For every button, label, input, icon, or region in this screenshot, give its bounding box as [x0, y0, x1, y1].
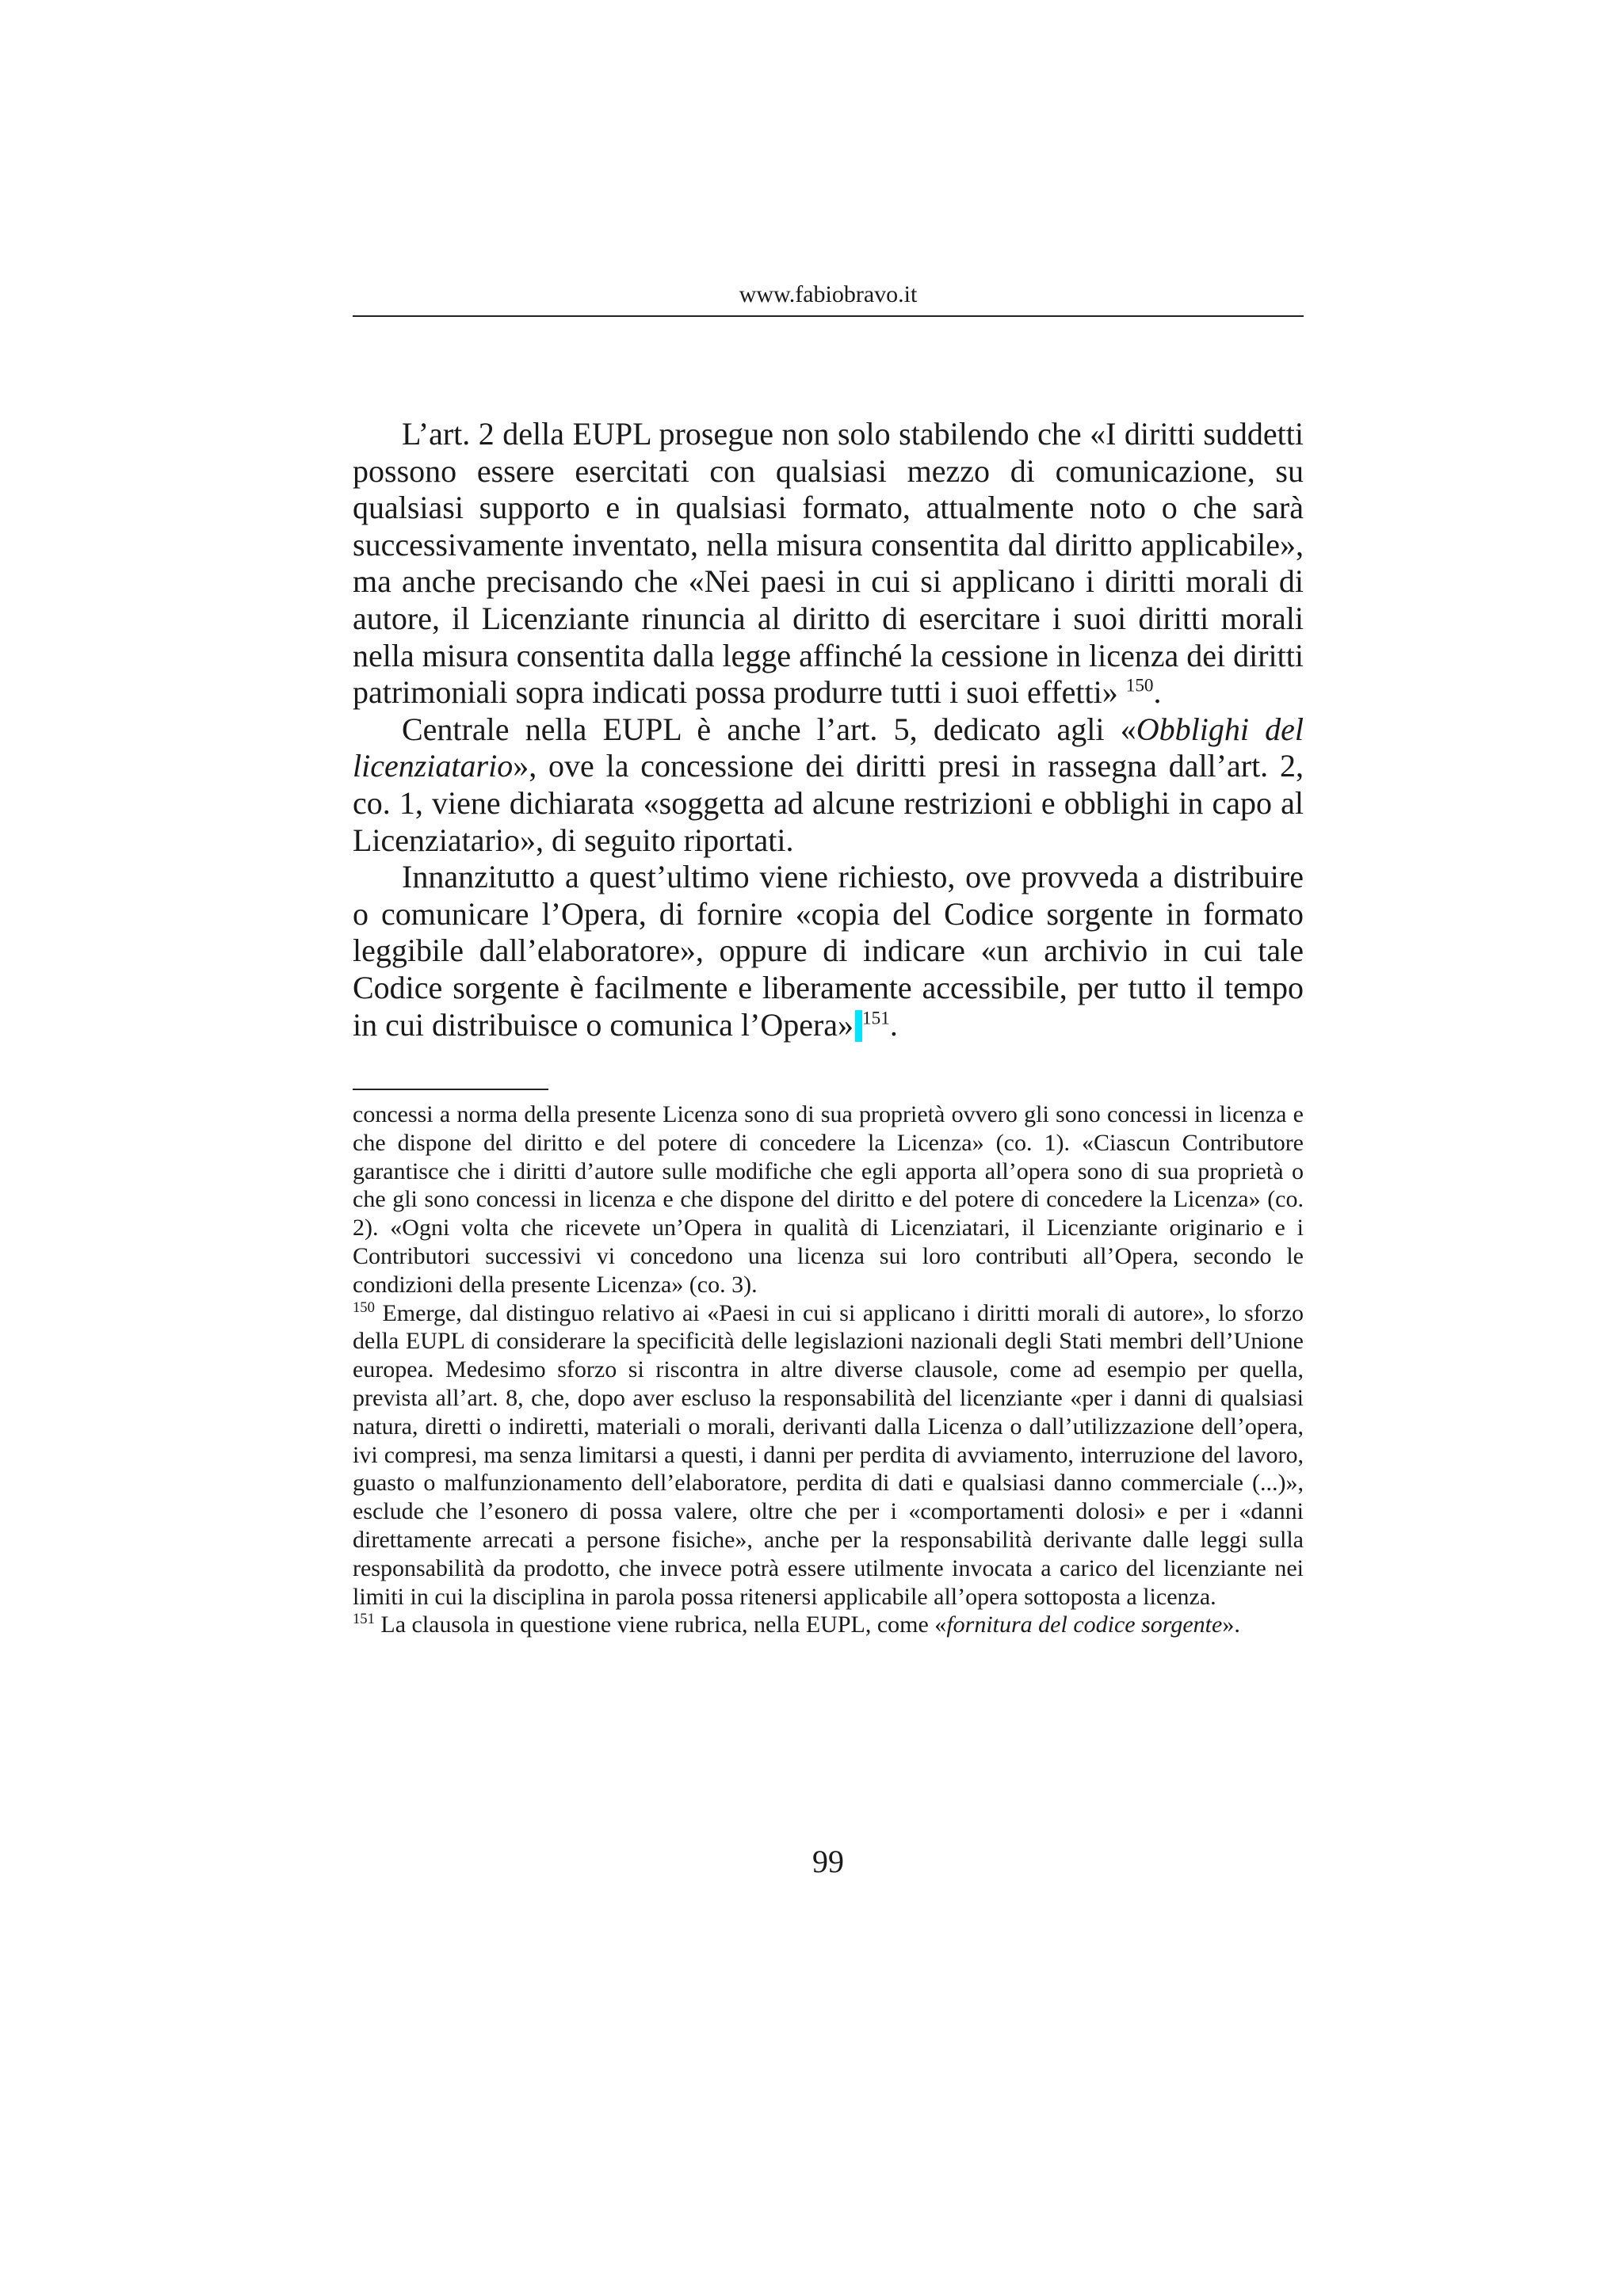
paragraph-2: [353, 711, 1304, 859]
footnote-150-number: 150: [353, 1299, 375, 1316]
footnote-151: [353, 1611, 1304, 1639]
footnote-ref-150[interactable]: 150: [1125, 675, 1154, 696]
footnote-151-number: 151: [353, 1611, 375, 1628]
header-website-url: www.fabiobravo.it: [739, 281, 918, 307]
footnote-150-text: Emerge, dal distinguo relativo ai «Paesi in cui si applicano i diritti morali di autore», lo sforzo della EUPL di considerare la specificità delle legislazioni nazionali degli Stati membri dell’Unione europea. Medesimo sforzo si riscontra in altre diverse clausole, come ad esempio per quella, prevista all’art. 8, che, dopo aver escluso la responsabilità del licenziante «per i danni di qualsiasi natura, diretti o indiretti, materiali o morali, derivanti dalla Licenza o dall’utilizzazione dell’opera, ivi compresi, ma senza limitarsi a questi, i danni per perdita di avviamento, interruzione del lavoro, guasto o malfunzionamento dell’elaboratore, perdita di dati e qualsiasi danno commerciale (...)», esclude che l’esonero di possa valere, oltre che per i «comportamenti dolosi» e per i «danni direttamente arrecati a persone fisiche», anche per la responsabilità derivante dalle leggi sulla responsabilità da prodotto, che invece potrà essere utilmente invocata a carico del licenziante nei limiti in cui la disciplina in parola possa ritenersi applicabile all’opera sottoposta a licenza.: [353, 1299, 1304, 1610]
footnote-151-italic: fornitura del codice sorgente: [946, 1611, 1223, 1638]
footnote-ref-151[interactable]: 151: [862, 1008, 890, 1029]
paragraph-2-text-b: », ove la concessione dei diritti presi in rassegna dall’art. 2, co. 1, viene dichiarata «soggetta ad alcune restrizioni e obblighi in capo al Licenziatario», di seguito riportati.: [353, 748, 1304, 858]
paragraph-3-text: Innanzitutto a quest’ultimo viene richiesto, ove provveda a distribuire o comunicare l’Opera, di fornire «copia del Codice sorgente in formato leggibile dall’elaboratore», oppure di indicare «un archivio in cui tale Codice sorgente è facilmente e liberamente accessibile, per tutto il tempo in cui distribuisce o comunica l’Opera»: [353, 859, 1304, 1043]
body-text: [353, 416, 1304, 1043]
footnotes: [353, 1100, 1304, 1639]
footnote-151-text-a: La clausola in questione viene rubrica, nella EUPL, come «: [374, 1611, 947, 1638]
footnote-continuation: concessi a norma della presente Licenza sono di sua proprietà ovvero gli sono concessi in licenza e che dispone del diritto e del potere di concedere la Licenza» (co. 1). «Ciascun Contributore garantisce che i diritti d’autore sulle modifiche che egli apporta all’opera sono di sua proprietà o che gli sono concessi in licenza e che dispone del diritto e del potere di concedere la Licenza» (co. 2). «Ogni volta che ricevete un’Opera in qualità di Licenziatari, il Licenziante originario e i Contributori successivi vi concedono una licenza sui loro contributi all’Opera, secondo le condizioni della presente Licenza» (co. 3).: [353, 1101, 1304, 1298]
text-highlight: [855, 1010, 862, 1042]
document-page: [353, 0, 1304, 2296]
page-header: [353, 277, 1304, 312]
paragraph-1: [353, 416, 1304, 711]
footnote-150: [353, 1299, 1304, 1611]
page-number: 99: [812, 1844, 844, 1879]
paragraph-1-end: .: [1153, 674, 1162, 711]
paragraph-2-text-a: Centrale nella EUPL è anche l’art. 5, dedicato agli «: [402, 711, 1136, 747]
paragraph-3-end: .: [889, 1006, 898, 1043]
paragraph-3: [353, 859, 1304, 1043]
header-rule: [353, 315, 1304, 317]
footnote-151-text-b: ».: [1222, 1611, 1240, 1638]
paragraph-1-text: L’art. 2 della EUPL prosegue non solo stabilendo che «I diritti suddetti possono essere esercitati con qualsiasi mezzo di comunicazione, su qualsiasi supporto e in qualsiasi formato, attualmente noto o che sarà successivamente inventato, nella misura consentita dal diritto applicabile», ma anche precisando che «Nei paesi in cui si applicano i diritti morali di autore, il Licenziante rinuncia al diritto di esercitare i suoi diritti morali nella misura consentita dalla legge affinché la cessione in licenza dei diritti patrimoniali sopra indicati possa produrre tutti i suoi effetti»: [353, 416, 1304, 711]
footnote-separator: [353, 1089, 548, 1090]
paragraph-2-italic: Obblighi del licenziatario: [353, 711, 1304, 784]
